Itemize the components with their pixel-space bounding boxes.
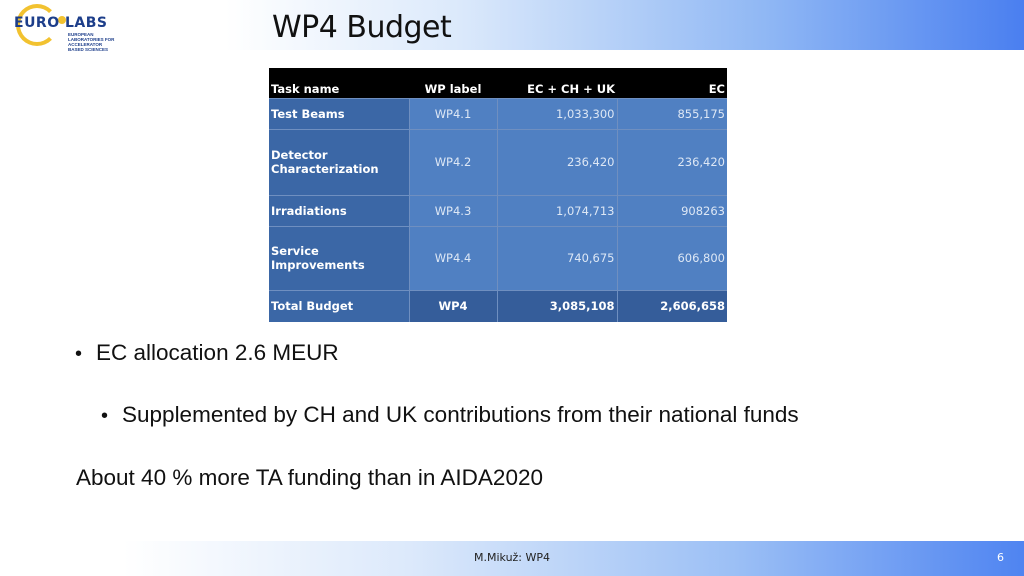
bullet-text: EC allocation 2.6 MEUR	[96, 340, 339, 365]
header-task-name: Task name	[269, 68, 409, 98]
bullet-icon: •	[101, 405, 109, 427]
slide-title: WP4 Budget	[272, 10, 452, 45]
ec-ch-uk-cell: 1,033,300	[497, 98, 617, 129]
table-total-row	[269, 290, 727, 322]
task-name-cell: Detector Characterization	[269, 129, 409, 195]
task-name-cell: Irradiations	[269, 195, 409, 226]
bullet-supplemented	[101, 402, 799, 428]
budget-table	[269, 68, 727, 322]
table-header-row	[269, 68, 727, 98]
bullet-icon: •	[75, 343, 83, 365]
task-name-cell: Service Improvements	[269, 226, 409, 290]
ec-ch-uk-cell: 1,074,713	[497, 195, 617, 226]
total-wp-cell: WP4	[409, 290, 497, 322]
task-name-cell: Test Beams	[269, 98, 409, 129]
header-ec-ch-uk: EC + CH + UK	[497, 68, 617, 98]
ec-ch-uk-cell: 740,675	[497, 226, 617, 290]
wp-label-cell: WP4.4	[409, 226, 497, 290]
logo-subtext: EUROPEAN LABORATORIES FOR ACCELERATOR BASED SCIENCES	[68, 32, 115, 52]
ec-cell: 908263	[617, 195, 727, 226]
ec-ch-uk-cell: 236,420	[497, 129, 617, 195]
logo-text: EURO LABS	[14, 15, 108, 31]
total-task-cell: Total Budget	[269, 290, 409, 322]
page-number: 6	[997, 551, 1004, 564]
wp-label-cell: WP4.3	[409, 195, 497, 226]
header-ec: EC	[617, 68, 727, 98]
euro-labs-logo	[6, 3, 116, 52]
table-row	[269, 195, 727, 226]
header-wp-label: WP label	[409, 68, 497, 98]
table-row	[269, 98, 727, 129]
ec-cell: 236,420	[617, 129, 727, 195]
bullet-text: Supplemented by CH and UK contributions from their national funds	[122, 402, 799, 427]
header-band	[0, 0, 1024, 50]
wp-label-cell: WP4.1	[409, 98, 497, 129]
bullet-ec-allocation	[75, 340, 339, 366]
table-row	[269, 226, 727, 290]
total-ec-ch-uk-cell: 3,085,108	[497, 290, 617, 322]
total-ec-cell: 2,606,658	[617, 290, 727, 322]
footer-author: M.Mikuž: WP4	[474, 551, 551, 564]
ec-cell: 606,800	[617, 226, 727, 290]
note-ta-funding: About 40 % more TA funding than in AIDA2020	[76, 465, 543, 490]
table-row	[269, 129, 727, 195]
ec-cell: 855,175	[617, 98, 727, 129]
wp-label-cell: WP4.2	[409, 129, 497, 195]
